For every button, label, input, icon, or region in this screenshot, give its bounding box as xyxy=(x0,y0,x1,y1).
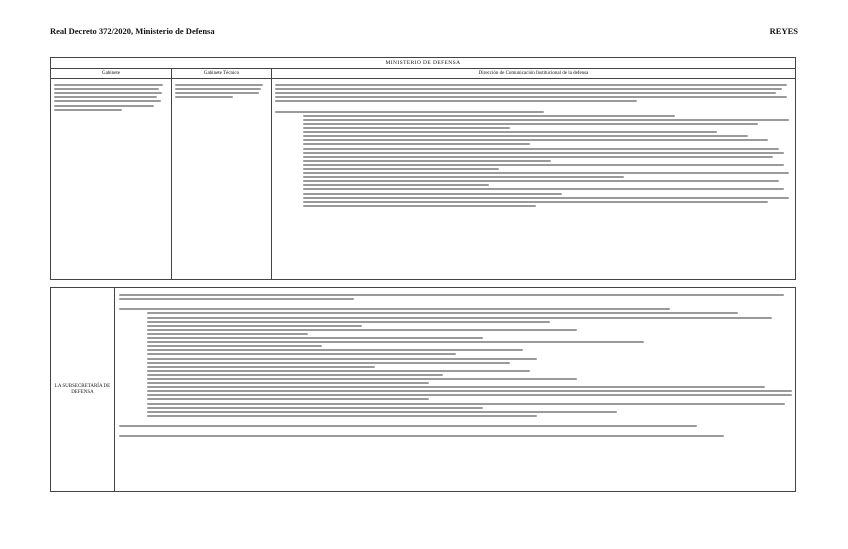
column-header-gabinete: Gabinete xyxy=(51,69,172,78)
subsecretaria-label: LA SUBSECRETARÍA DE DEFENSA xyxy=(51,288,115,491)
table-title: MINISTERIO DE DEFENSA xyxy=(51,58,795,69)
document-title: Real Decreto 372/2020, Ministerio de Defensa xyxy=(50,26,215,36)
header-right-label: REYES xyxy=(769,26,798,36)
column-header-direccion-comunicacion: Dirección de Comunicación Institucional de la defensa xyxy=(478,71,589,76)
table-header-row xyxy=(51,69,795,79)
subsecretaria-table xyxy=(50,287,796,492)
direccion-comunicacion-cell xyxy=(272,79,795,280)
gabinete-cell xyxy=(51,79,172,280)
subsecretaria-cell xyxy=(115,288,795,491)
gabinete-tecnico-cell xyxy=(172,79,272,280)
column-header-gabinete-tecnico: Gabinete Técnico xyxy=(172,69,272,78)
table-body-row xyxy=(51,79,795,280)
ministry-table xyxy=(50,57,796,280)
